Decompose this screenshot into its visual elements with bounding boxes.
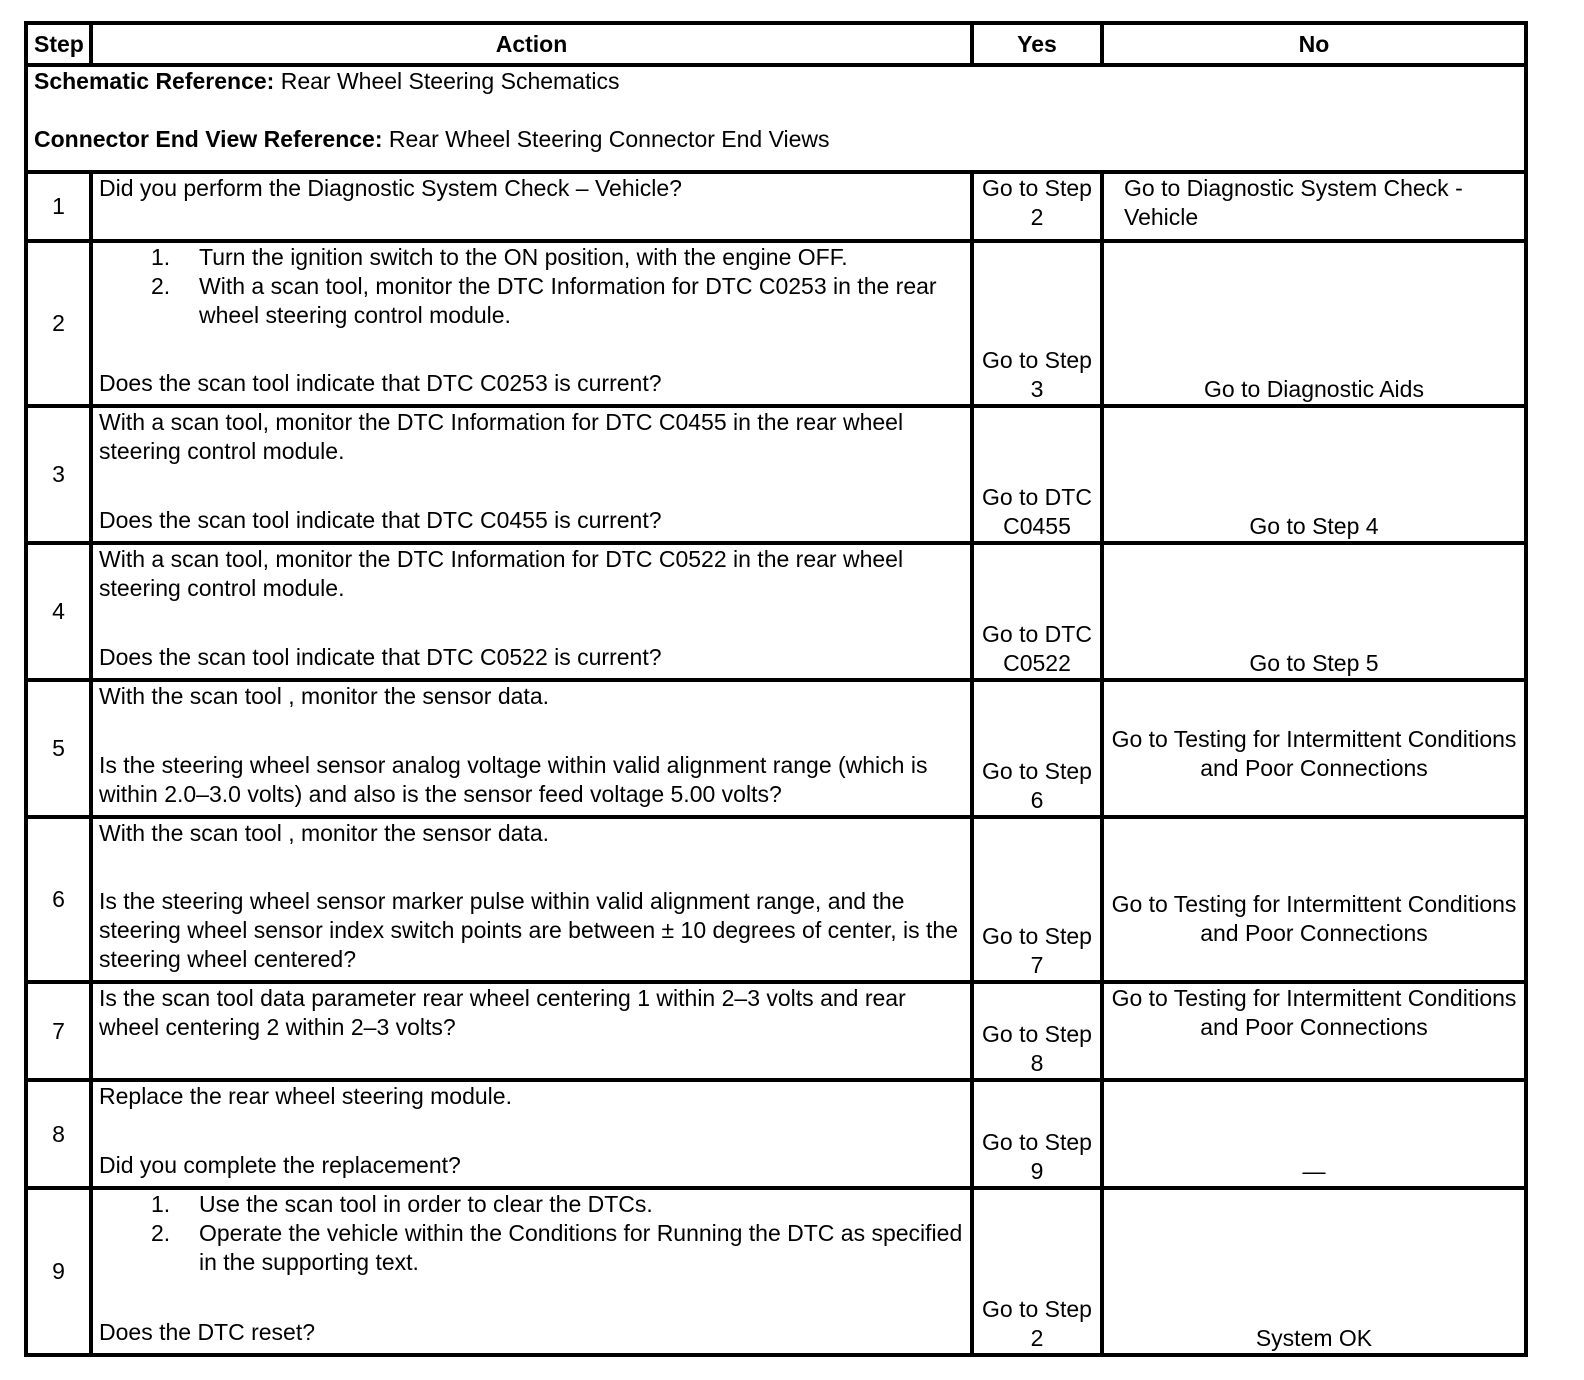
schematic-reference-label: Schematic Reference: — [34, 68, 275, 94]
yes-cell[interactable]: Go to Step 2 — [972, 172, 1102, 241]
action-cell — [91, 817, 972, 982]
list-text: With a scan tool, monitor the DTC Information for DTC C0253 in the rear wheel steering control module. — [199, 273, 937, 328]
action-text: Did you perform the Diagnostic System Check – Vehicle? — [99, 175, 682, 201]
yes-cell[interactable]: Go to Step 3 — [972, 241, 1102, 406]
header-yes: Yes — [972, 23, 1102, 65]
no-cell[interactable]: Go to Step 5 — [1102, 543, 1526, 680]
table-row — [26, 406, 1526, 543]
step-number: 5 — [26, 680, 91, 817]
action-text: Replace the rear wheel steering module. — [99, 1083, 512, 1109]
action-cell — [91, 543, 972, 680]
table-row — [26, 982, 1526, 1080]
yes-cell[interactable]: Go to Step 7 — [972, 817, 1102, 982]
action-cell — [91, 680, 972, 817]
no-cell: — — [1102, 1080, 1526, 1188]
step-number: 3 — [26, 406, 91, 543]
header-step: Step — [26, 23, 91, 65]
action-question: Did you complete the replacement? — [99, 1152, 461, 1178]
no-cell: System OK — [1102, 1188, 1526, 1355]
reference-cell — [26, 65, 1526, 172]
reference-row — [26, 65, 1526, 172]
table-row — [26, 680, 1526, 817]
table-row — [26, 1080, 1526, 1188]
table-row — [26, 1188, 1526, 1355]
list-item — [151, 272, 964, 330]
list-item — [151, 1219, 964, 1277]
list-text: Use the scan tool in order to clear the DTCs. — [199, 1191, 653, 1217]
action-question: Does the DTC reset? — [99, 1319, 316, 1345]
yes-cell[interactable]: Go to Step 6 — [972, 680, 1102, 817]
list-number: 1. — [151, 1191, 171, 1217]
list-number: 2. — [151, 273, 171, 299]
connector-reference-label: Connector End View Reference: — [34, 126, 383, 152]
action-cell — [91, 241, 972, 406]
action-text: With the scan tool , monitor the sensor data. — [99, 820, 550, 846]
action-text: With a scan tool, monitor the DTC Information for DTC C0522 in the rear wheel steering control module. — [99, 546, 904, 601]
list-number: 2. — [151, 1220, 171, 1246]
action-question: Is the steering wheel sensor analog voltage within valid alignment range (which is within 2.0–3.0 volts) and also is the sensor feed voltage 5.00 volts? — [99, 752, 928, 807]
table-row — [26, 817, 1526, 982]
yes-cell[interactable]: Go to Step 8 — [972, 982, 1102, 1080]
action-text: With a scan tool, monitor the DTC Information for DTC C0455 in the rear wheel steering control module. — [99, 409, 904, 464]
table-row — [26, 172, 1526, 241]
yes-cell[interactable]: Go to Step 2 — [972, 1188, 1102, 1355]
action-question: Does the scan tool indicate that DTC C0253 is current? — [99, 370, 662, 396]
list-item — [151, 1190, 964, 1219]
table-row — [26, 241, 1526, 406]
step-number: 4 — [26, 543, 91, 680]
step-number: 7 — [26, 982, 91, 1080]
action-cell — [91, 1080, 972, 1188]
action-cell — [91, 982, 972, 1080]
action-question: Does the scan tool indicate that DTC C0522 is current? — [99, 644, 662, 670]
action-text: Is the scan tool data parameter rear wheel centering 1 within 2–3 volts and rear wheel centering 2 within 2–3 volts? — [99, 985, 906, 1040]
header-action: Action — [91, 23, 972, 65]
step-number: 8 — [26, 1080, 91, 1188]
header-row — [26, 23, 1526, 65]
action-cell — [91, 406, 972, 543]
action-list — [99, 1190, 964, 1277]
action-question: Is the steering wheel sensor marker pulse within valid alignment range, and the steering wheel sensor index switch points are between ± 10 degrees of center, is the steering wheel centered? — [99, 888, 959, 972]
no-cell[interactable]: Go to Step 4 — [1102, 406, 1526, 543]
schematic-reference-link[interactable]: Rear Wheel Steering Schematics — [274, 68, 620, 94]
action-list — [99, 243, 964, 330]
step-number: 1 — [26, 172, 91, 241]
yes-cell[interactable]: Go to Step 9 — [972, 1080, 1102, 1188]
schematic-reference — [34, 67, 1518, 96]
no-cell[interactable]: Go to Testing for Intermittent Conditions and Poor Connections — [1102, 680, 1526, 817]
list-text: Operate the vehicle within the Conditions for Running the DTC as specified in the supporting text. — [199, 1220, 963, 1275]
diagnostic-table — [24, 21, 1528, 1357]
yes-cell[interactable]: Go to DTC C0455 — [972, 406, 1102, 543]
no-cell[interactable]: Go to Diagnostic Aids — [1102, 241, 1526, 406]
list-item — [151, 243, 964, 272]
action-question: Does the scan tool indicate that DTC C0455 is current? — [99, 507, 662, 533]
no-cell[interactable]: Go to Testing for Intermittent Conditions and Poor Connections — [1102, 817, 1526, 982]
step-number: 9 — [26, 1188, 91, 1355]
no-cell[interactable]: Go to Diagnostic System Check - Vehicle — [1102, 172, 1526, 241]
list-number: 1. — [151, 244, 171, 270]
step-number: 6 — [26, 817, 91, 982]
action-cell — [91, 1188, 972, 1355]
no-cell[interactable]: Go to Testing for Intermittent Conditions and Poor Connections — [1102, 982, 1526, 1080]
action-cell — [91, 172, 972, 241]
step-number: 2 — [26, 241, 91, 406]
connector-reference — [34, 125, 1518, 154]
list-text: Turn the ignition switch to the ON position, with the engine OFF. — [199, 244, 848, 270]
yes-cell[interactable]: Go to DTC C0522 — [972, 543, 1102, 680]
connector-reference-link[interactable]: Rear Wheel Steering Connector End Views — [382, 126, 830, 152]
table-row — [26, 543, 1526, 680]
header-no: No — [1102, 23, 1526, 65]
action-text: With the scan tool , monitor the sensor data. — [99, 683, 550, 709]
